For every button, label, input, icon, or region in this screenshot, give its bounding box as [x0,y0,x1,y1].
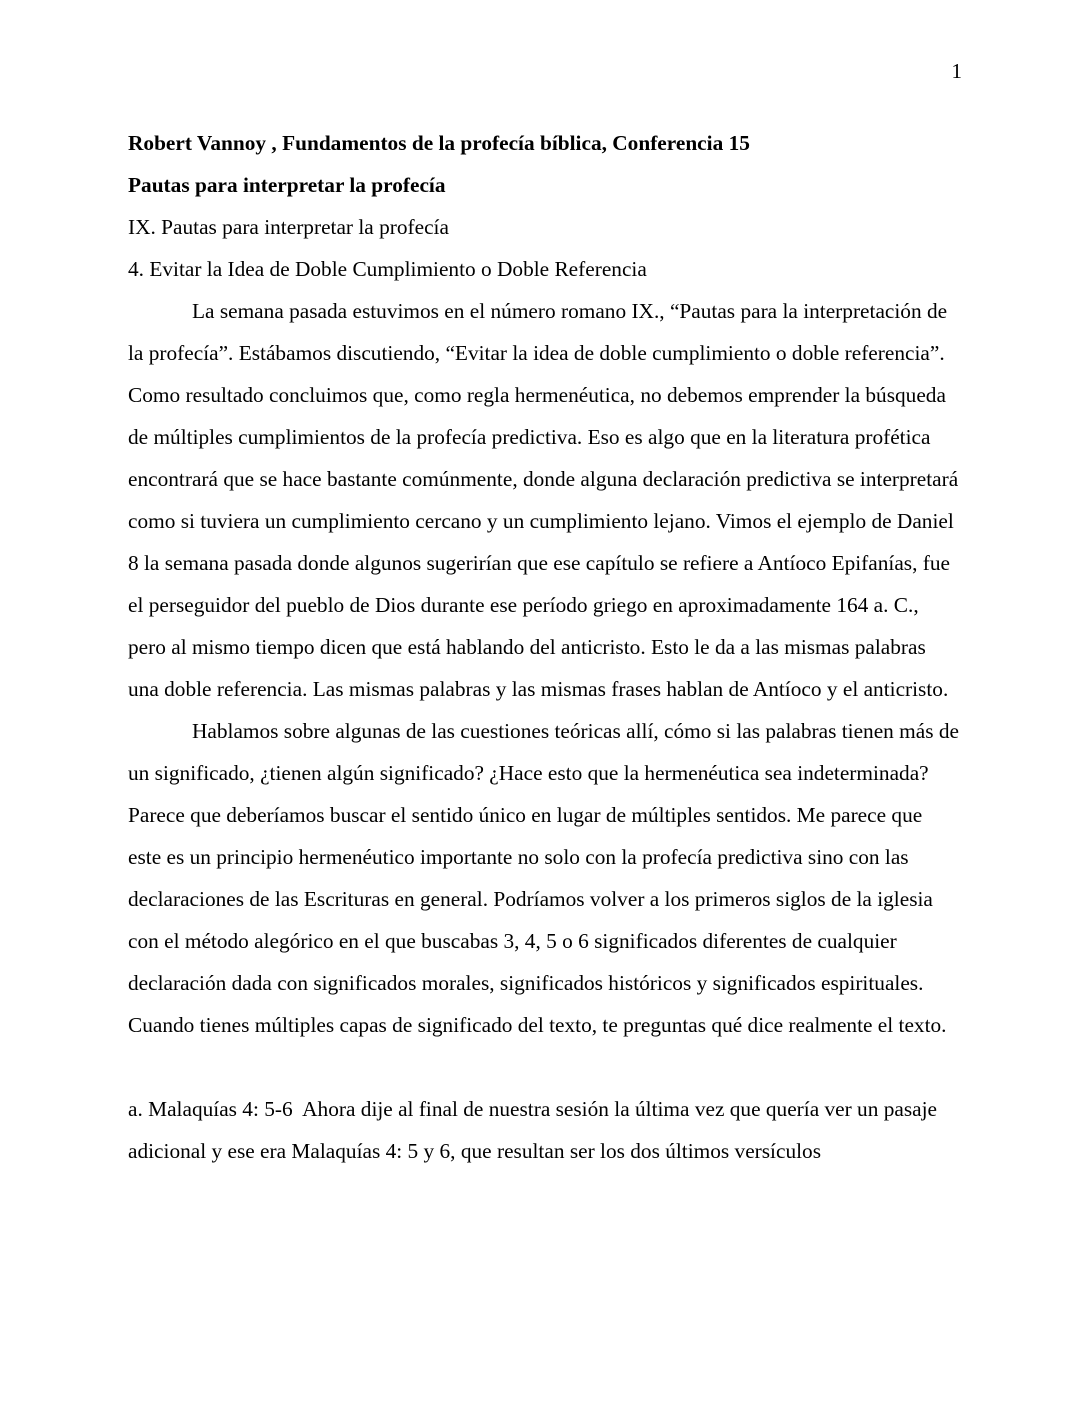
page-number: 1 [951,59,962,83]
document-content [128,122,965,1172]
doc-title: Robert Vannoy , Fundamentos de la profecía bíblica, Conferencia 15 [128,131,750,155]
paragraph-2: Hablamos sobre algunas de las cuestiones teóricas allí, cómo si las palabras tienen más de un significado, ¿tienen algún significado? ¿Hace esto que la hermenéutica sea indeterminada? Parece que deberíamos buscar el sentido único en lugar de múltiples sentidos. Me parece que este es un principio hermenéutico importante no solo con la profecía predictiva sino con las declaraciones de las Escrituras en general. Podríamos volver a los primeros siglos de la iglesia con el método alegórico en el que buscabas 3, 4, 5 o 6 significados diferentes de cualquier declaración dada con significados morales, significados históricos y significados espirituales. Cuando tienes múltiples capas de significado del texto, te preguntas qué dice realmente el texto. [128,719,965,1037]
outline-subsection: 4. Evitar la Idea de Doble Cumplimiento o Doble Referencia [128,257,647,281]
paragraph-1: La semana pasada estuvimos en el número romano IX., “Pautas para la interpretación de la profecía”. Estábamos discutiendo, “Evitar la idea de doble cumplimiento o doble referencia”. Como resultado concluimos que, como regla hermenéutica, no debemos emprender la búsqueda de múltiples cumplimientos de la profecía predictiva. Eso es algo que en la literatura profética encontrará que se hace bastante comúnmente, donde alguna declaración predictiva se interpretará como si tuviera un cumplimiento cercano y un cumplimiento lejano. Vimos el ejemplo de Daniel 8 la semana pasada donde algunos sugerirían que ese capítulo se refiere a Antíoco Epifanías, fue el perseguidor del pueblo de Dios durante ese período griego en aproximadamente 164 a. C., pero al mismo tiempo dicen que está hablando del anticristo. Esto le da a las mismas palabras una doble referencia. Las mismas palabras y las mismas frases hablan de Antíoco y el anticristo. [128,299,964,701]
doc-subtitle: Pautas para interpretar la profecía [128,173,446,197]
paragraph-3: a. Malaquías 4: 5-6 Ahora dije al final de nuestra sesión la última vez que quería ver un pasaje adicional y ese era Malaquías 4: 5 y 6, que resultan ser los dos últimos versículos [128,1097,943,1163]
outline-section: IX. Pautas para interpretar la profecía [128,215,449,239]
